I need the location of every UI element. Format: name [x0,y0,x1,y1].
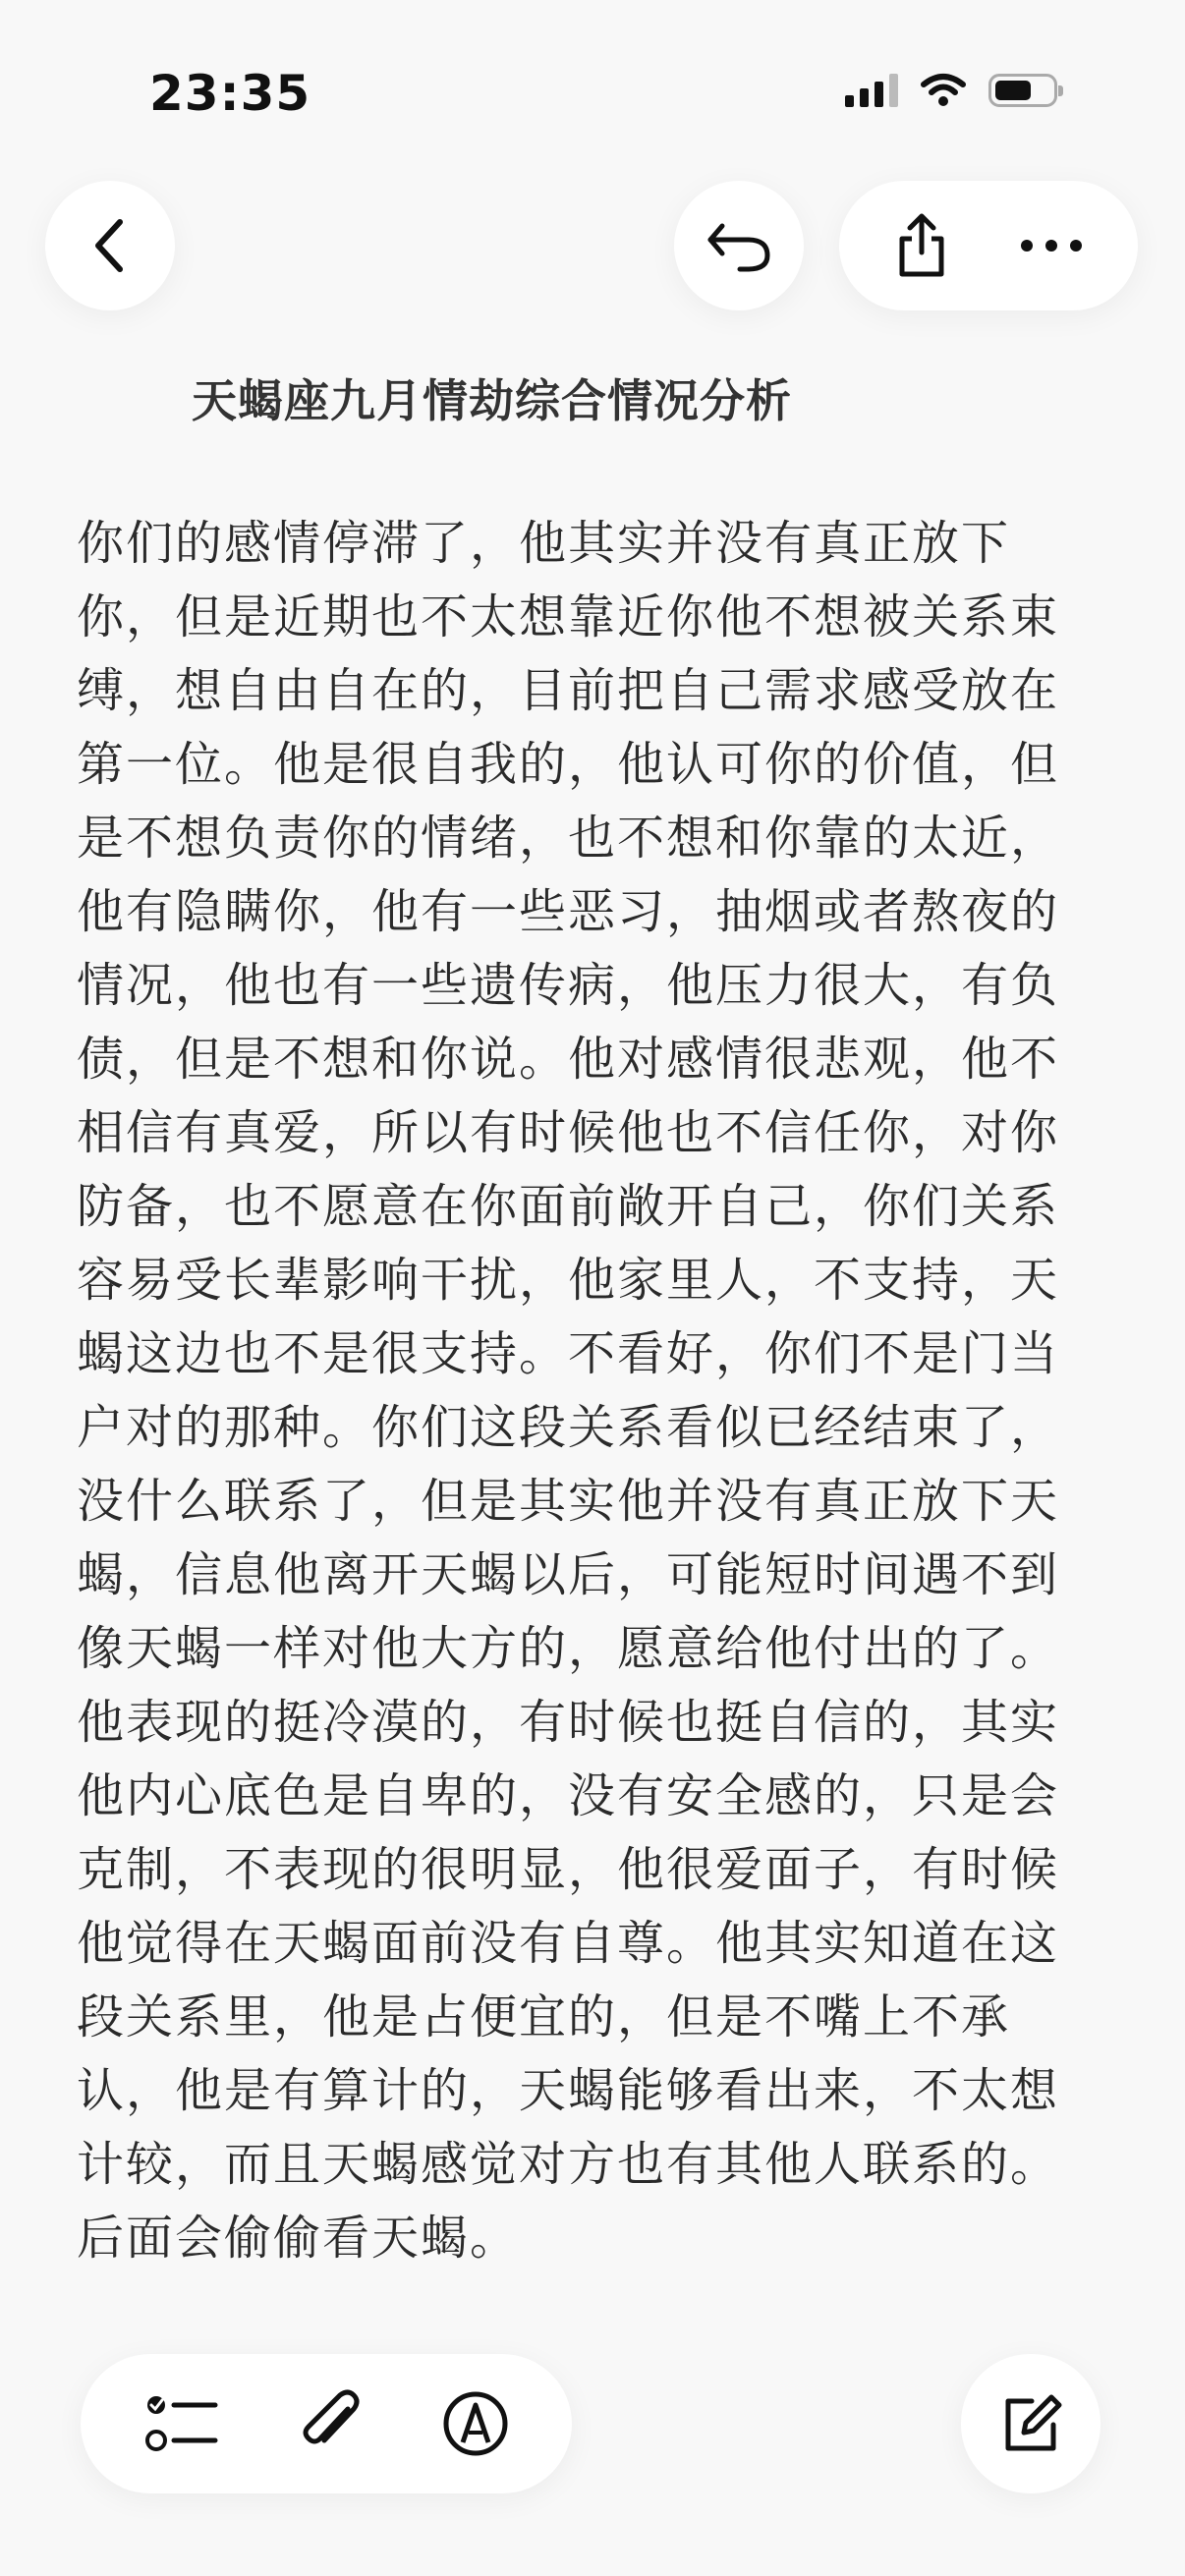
compose-button[interactable] [961,2354,1100,2493]
chevron-left-icon [90,216,130,275]
note-body[interactable] [77,507,1075,2275]
note-line: 相信有真爱，所以有时候他也不信任你，对你 [77,1105,1060,1160]
note-line: 第一位。他是很自我的，他认可你的价值，但 [77,737,1060,792]
share-icon [892,211,951,280]
share-button[interactable] [892,211,951,280]
note-line: 蝎这边也不是很支持。不看好，你们不是门当 [77,1326,1060,1381]
note-line: 你们的感情停滞了，他其实并没有真正放下 [77,516,1011,571]
note-line: 户对的那种。你们这段关系看似已经结束了， [77,1400,1060,1455]
note-line: 情况，他也有一些遗传病，他压力很大，有负 [77,958,1060,1013]
note-line: 是不想负责你的情绪，也不想和你靠的太近， [77,811,1060,866]
note-line: 像天蝎一样对他大方的，愿意给他付出的了。 [77,1621,1060,1676]
paperclip-icon [297,2387,366,2460]
ellipsis-icon [1017,236,1086,255]
status-time: 23:35 [149,65,311,122]
note-title[interactable]: 天蝎座九月情劫综合情况分析 [192,374,792,427]
note-line: 他觉得在天蝎面前没有自尊。他其实知道在这 [77,1916,1060,1971]
markup-button[interactable] [441,2389,510,2458]
note-line: 他表现的挺冷漠的，有时候也挺自信的，其实 [77,1695,1060,1750]
note-line: 债，但是不想和你说。他对感情很悲观，他不 [77,1032,1060,1087]
checklist-button[interactable] [142,2389,221,2458]
note-line: 计较，而且天蝎感觉对方也有其他人联系的。 [77,2137,1060,2192]
battery-icon [988,74,1057,107]
top-actions-group [839,181,1138,310]
note-line: 没什么联系了，但是其实他并没有真正放下天 [77,1474,1060,1529]
note-line: 缚，想自由自在的，目前把自己需求感受放在 [77,663,1060,718]
cellular-signal-icon [845,74,898,107]
bottom-toolbar [81,2354,572,2493]
undo-button[interactable] [674,181,804,310]
compose-icon [996,2389,1065,2458]
note-line: 段关系里，他是占便宜的，但是不嘴上不承 [77,1989,1011,2044]
note-line: 他内心底色是自卑的，没有安全感的，只是会 [77,1768,1060,1823]
note-line: 容易受长辈影响干扰，他家里人，不支持，天 [77,1253,1060,1308]
attachment-button[interactable] [297,2387,366,2460]
note-line: 防备，也不愿意在你面前敞开自己，你们关系 [77,1179,1060,1234]
note-line: 蝎，信息他离开天蝎以后，可能短时间遇不到 [77,1547,1060,1602]
note-line: 认，他是有算计的，天蝎能够看出来，不太想 [77,2063,1060,2118]
note-line: 克制，不表现的很明显，他很爱面子，有时候 [77,1842,1060,1897]
note-line: 后面会偷偷看天蝎。 [77,2211,520,2266]
status-icons [845,73,1057,108]
status-bar [0,0,1185,187]
more-button[interactable] [1017,236,1086,255]
markup-pen-icon [441,2389,510,2458]
note-line: 你，但是近期也不太想靠近你他不想被关系束 [77,589,1060,644]
note-line: 他有隐瞒你，他有一些恶习，抽烟或者熬夜的 [77,884,1060,939]
undo-icon [705,216,773,275]
wifi-icon [920,73,967,108]
back-button[interactable] [45,181,175,310]
checklist-icon [142,2389,221,2458]
